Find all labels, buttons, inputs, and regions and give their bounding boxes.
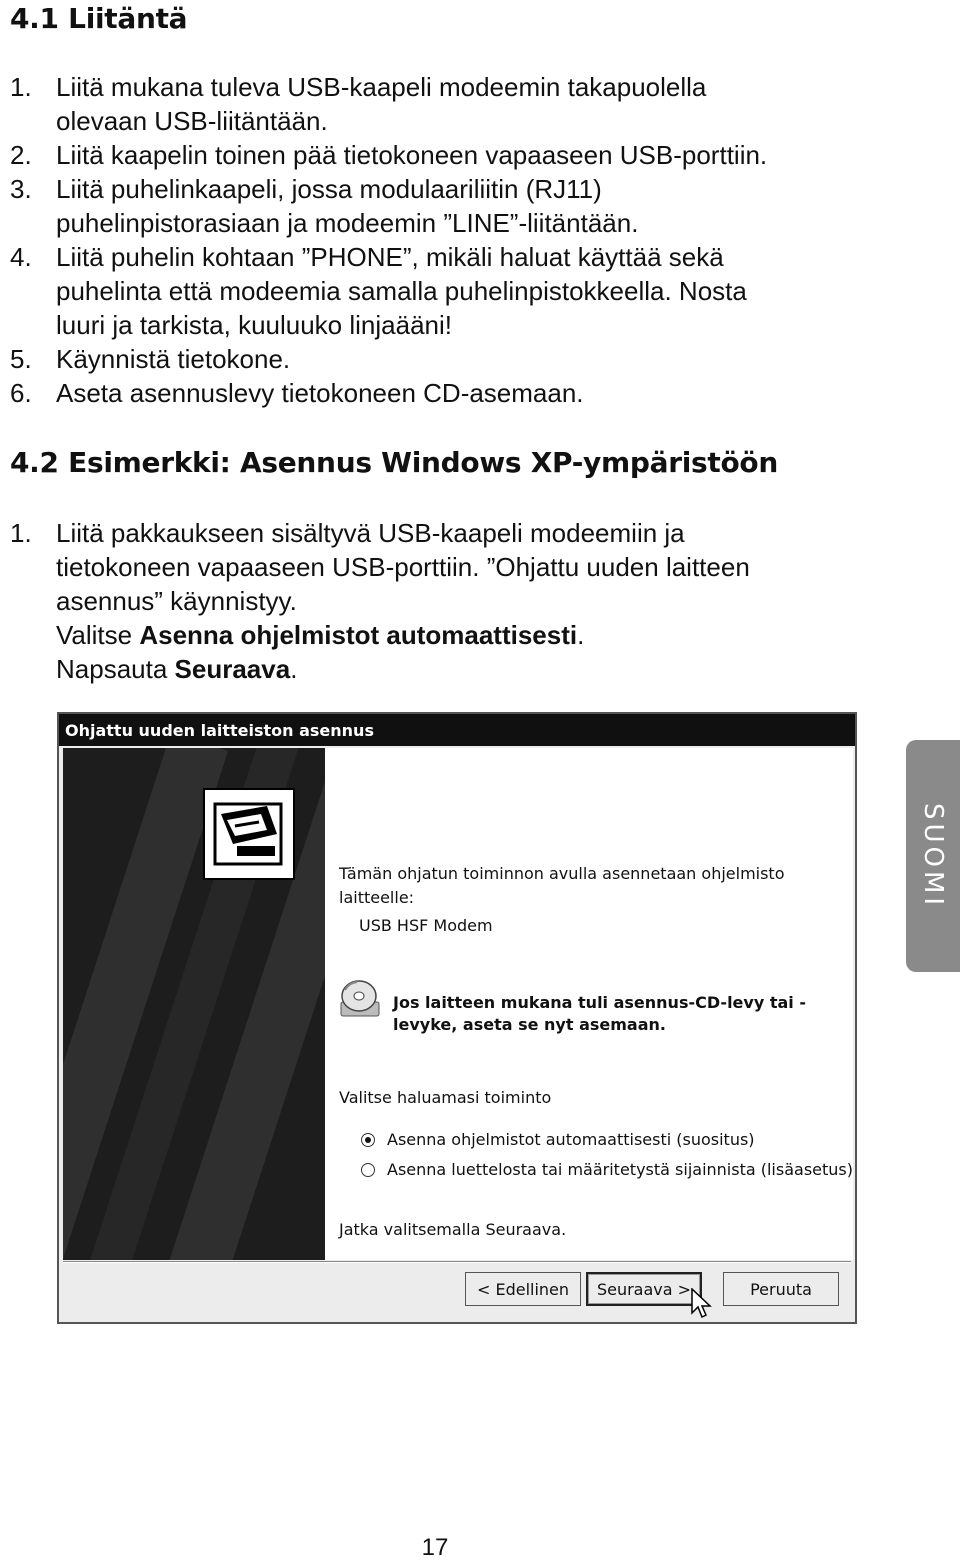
language-side-tab — [906, 740, 960, 972]
mouse-cursor-icon — [691, 1288, 713, 1320]
cd-icon — [337, 976, 383, 1022]
windows-xp-steps-list — [10, 516, 830, 686]
button-separator — [63, 1261, 851, 1263]
hardware-icon — [203, 788, 295, 880]
continue-hint: Jatka valitsemalla Seuraava. — [339, 1220, 567, 1239]
item-text: puhelinta että modeemia samalla puhelinpistokkeella. Nosta — [56, 276, 747, 306]
radio-button[interactable] — [361, 1163, 375, 1177]
radio-button-selected[interactable] — [361, 1133, 375, 1147]
item-number: 6. — [10, 378, 32, 408]
item-number: 4. — [10, 242, 32, 272]
language-label: SUOMI — [918, 802, 948, 910]
found-new-hardware-wizard — [57, 712, 857, 1324]
option-label: Asenna ohjelmistot automaattisesti (suositus) — [387, 1130, 755, 1149]
dialog-title: Ohjattu uuden laitteiston asennus — [59, 714, 855, 746]
option-name: Asenna ohjelmistot automaattisesti — [139, 620, 578, 650]
install-from-list-option[interactable] — [361, 1160, 853, 1179]
section-heading-windows-xp-example: 4.2 Esimerkki: Asennus Windows XP-ympäristöön — [10, 446, 778, 479]
list-item — [10, 240, 830, 342]
section-heading-connection: 4.1 Liitäntä — [10, 2, 188, 35]
next-button[interactable]: Seuraava > — [586, 1272, 702, 1306]
item-text: tietokoneen vapaaseen USB-porttiin. ”Ohjattu uuden laitteen — [56, 552, 750, 582]
device-name: USB HSF Modem — [359, 916, 493, 935]
option-label: Asenna luettelosta tai määritetystä sijainnista (lisäasetus) — [387, 1160, 853, 1179]
connection-steps-list — [10, 70, 830, 410]
cd-prompt: Jos laitteen mukana tuli asennus-CD-levy tai -levyke, aseta se nyt asemaan. — [393, 993, 806, 1034]
item-text: Liitä pakkaukseen sisältyvä USB-kaapeli modeemiin ja — [56, 518, 685, 548]
item-text: Liitä puhelinkaapeli, jossa modulaariliitin (RJ11) — [56, 174, 602, 204]
item-number: 1. — [10, 518, 32, 548]
page-number: 17 — [421, 1534, 449, 1561]
item-text: Liitä kaapelin toinen pää tietokoneen vapaaseen USB-porttiin. — [56, 140, 768, 170]
select-instruction: Valitse Asenna ohjelmistot automaattisesti. — [56, 620, 585, 650]
choose-action-label: Valitse haluamasi toiminto — [339, 1088, 552, 1107]
list-item — [10, 138, 830, 172]
list-item — [10, 70, 830, 138]
list-item — [10, 516, 830, 686]
list-item — [10, 376, 830, 410]
item-text: Liitä puhelin kohtaan ”PHONE”, mikäli haluat käyttää sekä — [56, 242, 724, 272]
install-automatic-option[interactable] — [361, 1130, 755, 1149]
list-item — [10, 172, 830, 240]
wizard-content — [325, 748, 853, 1260]
item-number: 3. — [10, 174, 32, 204]
click-instruction: Napsauta Seuraava. — [56, 654, 298, 684]
cancel-button[interactable]: Peruuta — [723, 1272, 839, 1306]
list-item — [10, 342, 830, 376]
item-text: Aseta asennuslevy tietokoneen CD-asemaan. — [56, 378, 584, 408]
item-number: 1. — [10, 72, 32, 102]
item-text: puhelinpistorasiaan ja modeemin ”LINE”-liitäntään. — [56, 208, 639, 238]
wizard-side-graphic — [63, 748, 325, 1260]
intro-text: Tämän ohjatun toiminnon avulla asennetaan ohjelmisto laitteelle: — [339, 864, 785, 907]
item-number: 2. — [10, 140, 32, 170]
item-text: asennus” käynnistyy. — [56, 586, 297, 616]
item-text: luuri ja tarkista, kuuluuko linjaääni! — [56, 310, 452, 340]
item-number: 5. — [10, 344, 32, 374]
button-name: Seuraava — [174, 654, 291, 684]
item-text: Käynnistä tietokone. — [56, 344, 291, 374]
item-text: olevaan USB-liitäntään. — [56, 106, 328, 136]
back-button[interactable]: < Edellinen — [465, 1272, 581, 1306]
item-text: Liitä mukana tuleva USB-kaapeli modeemin takapuolella — [56, 72, 707, 102]
